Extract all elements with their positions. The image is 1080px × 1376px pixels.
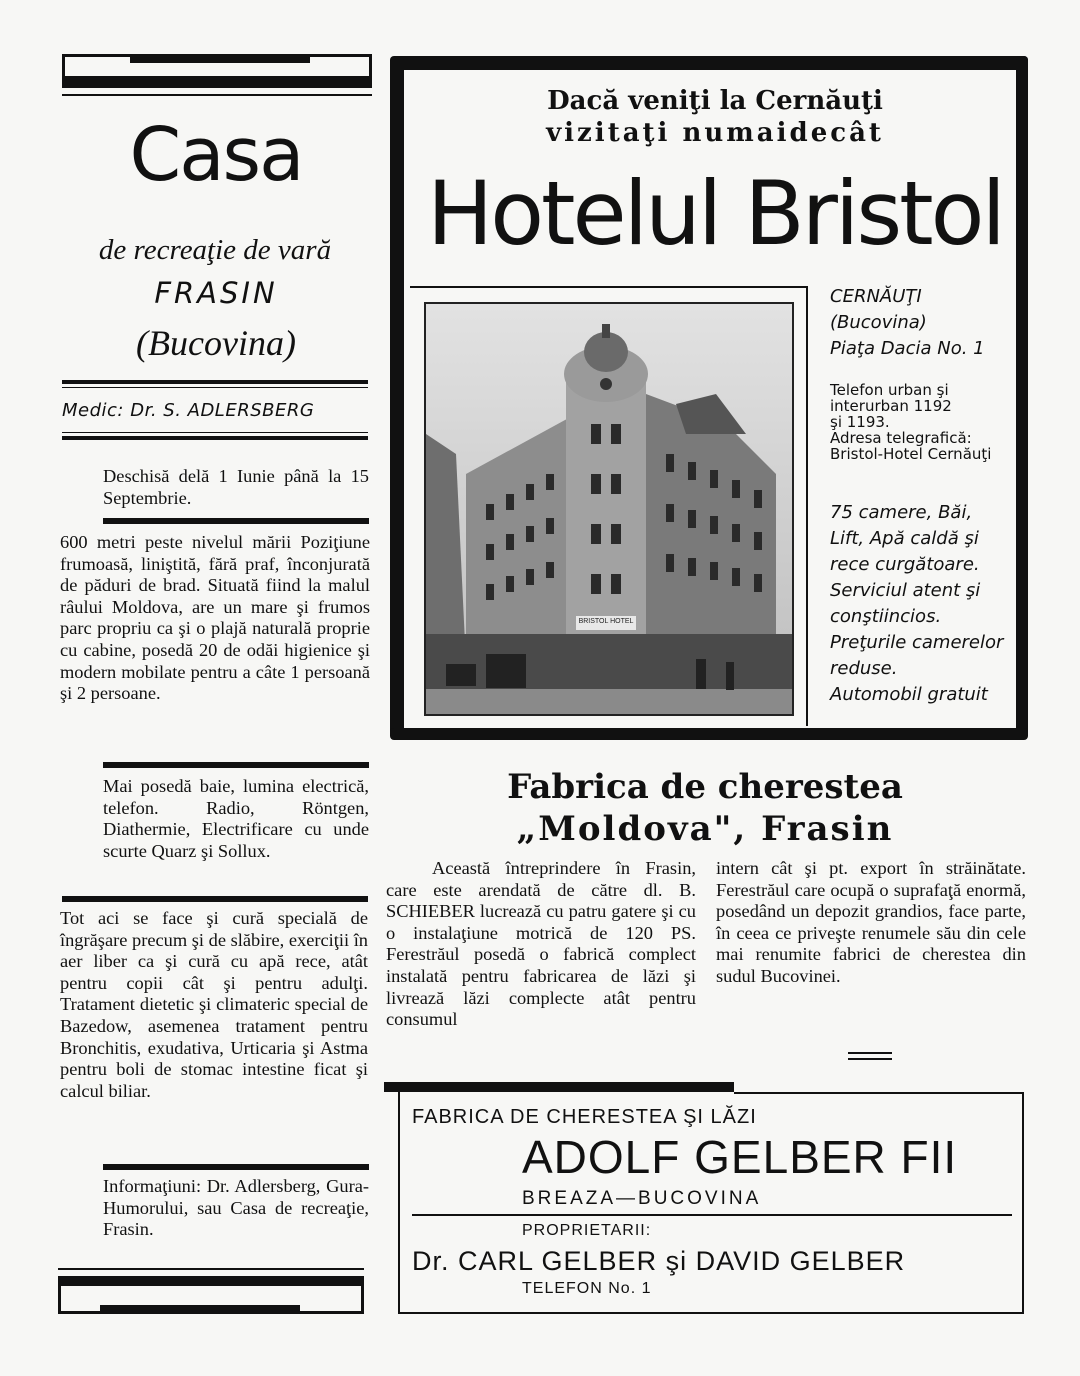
frame-bottom	[390, 728, 1028, 740]
hotel-region: (Bucovina)	[830, 312, 927, 333]
rule	[58, 1268, 364, 1270]
owner-carl: Dr. CARL GELBER	[412, 1246, 658, 1276]
medic-line: Medic: Dr. S. ADLERSBERG	[62, 400, 315, 421]
rule	[103, 518, 369, 524]
hotel-address-block	[830, 284, 1010, 362]
rule	[58, 1286, 61, 1312]
hotel-tagline-2: vizitaţi numaidecât	[546, 118, 884, 148]
rule	[62, 380, 368, 384]
amenity-line: reduse.	[830, 658, 898, 679]
gelber-owners-label: PROPRIETARII:	[522, 1222, 652, 1239]
amenity-line: rece curgătoare.	[830, 554, 980, 575]
rule	[412, 1214, 1012, 1216]
frame-bottom	[398, 1312, 1024, 1314]
fabrica-text-left: Această întreprindere în Frasin, care este arendată de către dl. B. SCHIEBER lucrează cu patru gatere şi cu o instalaţiune motrică de 120 PS. Ferestrăul posedă o fabrică complect instalată pentru fabricarea de lăzi şi livrează lăzi complecte atât pentru consumul	[386, 858, 696, 1030]
fabrica-text-right: intern cât şi pt. export în străinătate. Ferestrăul care ocupă o suprafaţă enormă, posedând un depozit grandios, face parte, în ceea ce priveşte renumele său din cele mai renumite fabrici de cherestea din sudul Bucovinei.	[716, 858, 1026, 986]
hotel-phone-line: interurban 1192	[830, 397, 952, 415]
fabrica-title-line-1: Fabrica de cherestea	[507, 767, 903, 807]
rule	[410, 286, 808, 288]
hotel-tagline-1: Dacă veniţi la Cernăuţi	[547, 86, 883, 116]
rule	[848, 1052, 892, 1054]
amenity-line: Serviciul atent şi	[830, 580, 981, 601]
rule	[62, 54, 65, 76]
hotel-phone-line: şi 1193.	[830, 413, 890, 431]
rule	[130, 54, 310, 63]
rule	[58, 1276, 364, 1286]
casa-place: FRASIN	[154, 276, 278, 310]
fabrica-title	[385, 766, 1025, 850]
gelber-phone: TELEFON No. 1	[522, 1280, 652, 1297]
owner-david: DAVID GELBER	[695, 1246, 906, 1276]
frame-left	[390, 56, 404, 738]
rule	[100, 1305, 300, 1313]
rule	[806, 286, 808, 726]
amenity-line: Automobil gratuit	[830, 684, 988, 705]
gelber-line-1: FABRICA DE CHERESTEA ŞI LĂZI	[412, 1106, 757, 1128]
frame-top	[734, 1092, 1024, 1094]
hotel-building-image	[426, 304, 792, 714]
hotel-name: Hotelul Bristol	[427, 162, 1003, 265]
gelber-company: ADOLF GELBER FII	[522, 1131, 958, 1183]
rule	[62, 76, 372, 88]
casa-region: (Bucovina)	[136, 323, 296, 363]
hotel-telegraph-address: Bristol-Hotel Cernăuţi	[830, 445, 992, 463]
amenity-line: Preţurile camerelor	[830, 632, 1004, 653]
opening-text: Deschisă delă 1 Iunie până la 15 Septembrie.	[103, 466, 369, 508]
facilities-text: Mai posedă baie, lumina electrică, telefon. Radio, Röntgen, Diathermie, Electrificare cu unde scurte Quarz şi Sollux.	[103, 776, 369, 861]
rule	[62, 387, 368, 388]
description-text: 600 metri peste nivelul mării Poziţiune frumoasă, liniştită, fără praf, înconjurată de păduri de brad. Situată fiind la malul râului Moldova, are un mare şi frumos parc propriu ca şi o plajă naturală proprie cu cabine, posedă 20 de odăi higienice şi modern mobilate pentru a câte 1 persoană şi 2 persoane.	[60, 532, 370, 704]
gelber-owners	[412, 1246, 1012, 1277]
amenity-line: conştiincios.	[830, 606, 942, 627]
treatment-text: Tot aci se face şi cură specială de îngrăşare precum şi de slăbire, exerciţii în aer liber ca şi cură cu apă rece, atât pentru copii cât şi pentru adulţi. Tratament dietetic şi climateric special de Bazedow, asemenea tratament pentru Bronchitis, exudativa, Urticaria şi Astma pentru boli de stomac intestine ficat şi calcul biliar.	[60, 908, 368, 1101]
hotel-contact-block	[830, 382, 1010, 462]
hotel-city: CERNĂUŢI	[830, 286, 922, 307]
hotel-photo	[424, 302, 794, 716]
rule	[369, 54, 372, 76]
rule	[103, 1164, 369, 1170]
rule	[62, 432, 368, 433]
hotel-phone-line: Telefon urban şi	[830, 381, 949, 399]
casa-subtitle: de recreaţie de vară	[98, 234, 332, 266]
fabrica-title-line-2: „Moldova", Frasin	[516, 809, 894, 849]
amenity-line: 75 camere, Băi,	[830, 502, 973, 523]
rule	[848, 1058, 892, 1060]
rule	[62, 436, 368, 440]
owners-and: şi	[665, 1246, 688, 1276]
hotel-amenities	[830, 500, 1014, 708]
frame-top	[394, 56, 1028, 70]
rule	[361, 1286, 364, 1312]
frame-right	[1016, 56, 1028, 738]
frame-left	[398, 1092, 400, 1314]
gelber-location: BREAZA—BUCOVINA	[522, 1188, 762, 1209]
info-text: Informaţiuni: Dr. Adlersberg, Gura-Humorului, sau Casa de recreaţie, Frasin.	[103, 1176, 369, 1240]
photo-sign: BRISTOL HOTEL	[578, 618, 634, 625]
frame-right	[1022, 1092, 1024, 1314]
rule	[62, 94, 372, 96]
rule	[62, 896, 368, 902]
hotel-telegraph-label: Adresa telegrafică:	[830, 429, 972, 447]
hotel-address: Piaţa Dacia No. 1	[830, 338, 985, 359]
casa-title: Casa	[129, 112, 303, 198]
frame-top	[384, 1082, 734, 1092]
amenity-line: Lift, Apă caldă şi	[830, 528, 979, 549]
rule	[103, 762, 369, 768]
